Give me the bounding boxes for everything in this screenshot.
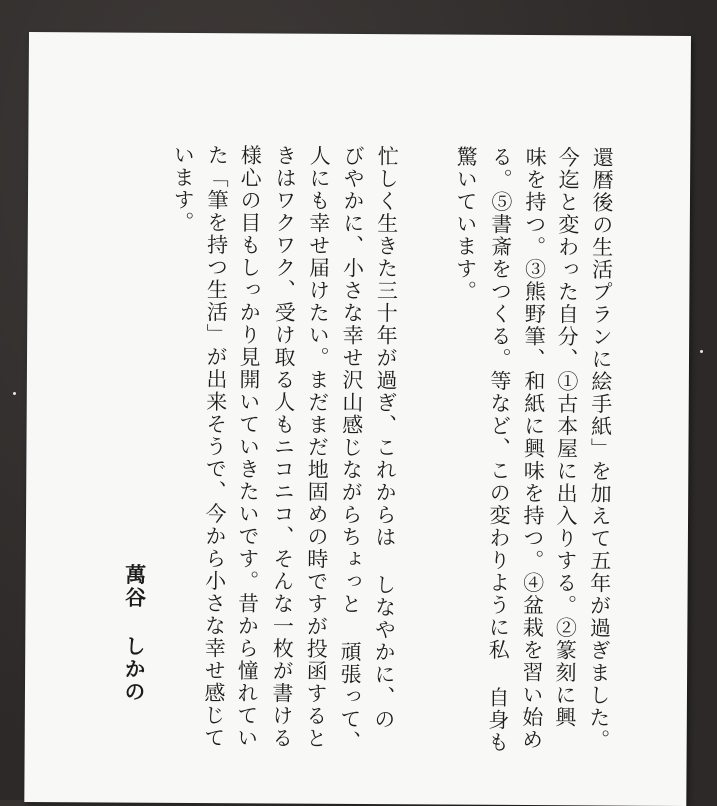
essay-column-5: 驚いています。 xyxy=(453,145,479,303)
essay-column-1: 還暦後の生活プランに絵手紙」を加えて五年が過ぎました。 xyxy=(586,146,615,752)
essay-column-11: た「筆を持つ生活」が出来そうで、今から小さな幸せ感じて xyxy=(201,144,230,750)
essay-column-4: る。⑤書斎をつくる。等など、この変わりように私 自身も xyxy=(485,145,514,754)
essay-column-12: います。 xyxy=(170,143,196,234)
essay-column-9: きはワクワク、受け取る人もニコニコ、そんな一枚が書ける xyxy=(269,144,298,750)
essay-column-3: 味を持つ。③熊野筆、和紙に興味を持つ。④盆栽を習い始め xyxy=(519,145,548,751)
essay-column-10: 様心の目もしっかり見開いていきたいです。昔から憧れてい xyxy=(234,144,263,750)
wall-pin-right xyxy=(700,350,703,353)
essay-column-7: びやかに、小さな幸せ沢山感じながらちょっと 頑張って、 xyxy=(337,144,366,753)
author-name: 萬谷 しかの xyxy=(121,563,147,704)
wall-pin-left xyxy=(13,392,16,395)
essay-column-6: 忙しく生きた三十年が過ぎ、これからは しなやかに、の xyxy=(371,145,400,731)
essay-column-8: 人にも幸せ届けたい。まだまだ地固めの時ですが投函すると xyxy=(303,144,332,750)
essay-panel xyxy=(24,32,691,806)
essay-column-2: 今迄と変わった自分、①古本屋に出入りする。②篆刻に興 xyxy=(552,146,581,729)
